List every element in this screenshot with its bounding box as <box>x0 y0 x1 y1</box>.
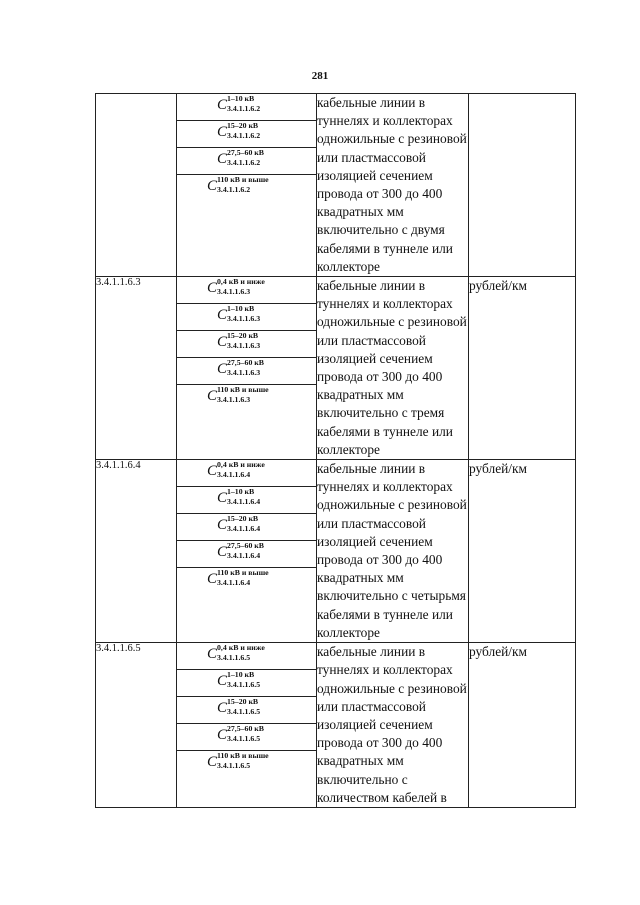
formula-subscript: 3.4.1.1.6.3 <box>217 395 251 405</box>
formula-superscript: 1–10 кВ <box>227 94 255 103</box>
formula-symbol: C <box>207 463 218 480</box>
formula-subscript: 3.4.1.1.6.4 <box>227 551 261 561</box>
formula-superscript: 27,5–60 кВ <box>227 358 264 368</box>
formula-superscript: 1–10 кВ <box>227 304 255 314</box>
formula-subscript: 3.4.1.1.6.5 <box>227 734 261 744</box>
formula-item <box>177 304 316 331</box>
formula-subscript: 3.4.1.1.6.3 <box>217 287 251 297</box>
row-unit <box>469 94 576 277</box>
formula-symbol: C <box>217 727 228 744</box>
formula-symbol: C <box>217 307 228 324</box>
formula-superscript: 110 кВ и выше <box>217 568 269 578</box>
formula-cell <box>177 277 317 460</box>
formula-subscript: 3.4.1.1.6.4 <box>227 497 261 507</box>
formula-symbol: C <box>217 700 228 717</box>
formula-superscript: 110 кВ и выше <box>217 751 269 761</box>
formula-symbol: C <box>207 646 218 663</box>
formula-superscript: 27,5–60 кВ <box>227 148 264 157</box>
formula-subscript: 3.4.1.1.6.5 <box>217 761 251 771</box>
formula-symbol: C <box>207 280 218 297</box>
formula-symbol: C <box>207 754 218 771</box>
formula-item <box>177 697 316 724</box>
formula-superscript: 1–10 кВ <box>227 670 255 680</box>
row-code <box>96 94 177 277</box>
formula-cell <box>177 94 317 277</box>
formula-symbol: C <box>207 388 218 405</box>
table-row <box>96 643 576 808</box>
formula-item <box>177 121 316 148</box>
formula-item <box>177 670 316 697</box>
table-row <box>96 277 576 460</box>
formula-cell <box>177 643 317 808</box>
formula-item <box>177 175 316 195</box>
formula-cell <box>177 460 317 643</box>
formula-item <box>177 331 316 358</box>
formula-subscript: 3.4.1.1.6.4 <box>217 578 251 588</box>
row-description: кабельные линии в туннелях и коллекторах одножильные с резиновой или пластмассовой изоляцией сечением провода от 300 до 400 квадратных мм включительно с количеством кабелей в <box>317 643 469 808</box>
formula-item <box>177 385 316 405</box>
formula-item <box>177 541 316 568</box>
formula-superscript: 0,4 кВ и ниже <box>217 460 265 470</box>
table-row <box>96 460 576 643</box>
formula-symbol: C <box>207 571 218 588</box>
formula-superscript: 110 кВ и выше <box>217 175 269 184</box>
formula-symbol: C <box>217 361 228 378</box>
row-unit: рублей/км <box>469 277 576 460</box>
formula-symbol: C <box>217 517 228 534</box>
formula-item <box>177 514 316 541</box>
formula-superscript: 15–20 кВ <box>227 121 259 130</box>
formula-item <box>177 148 316 175</box>
row-unit: рублей/км <box>469 643 576 808</box>
formula-superscript: 27,5–60 кВ <box>227 541 264 551</box>
formula-subscript: 3.4.1.1.6.5 <box>227 707 261 717</box>
formula-item <box>177 94 316 121</box>
formula-subscript: 3.4.1.1.6.3 <box>227 368 261 378</box>
formula-symbol: C <box>217 673 228 690</box>
formula-superscript: 110 кВ и выше <box>217 385 269 395</box>
formula-superscript: 0,4 кВ и ниже <box>217 643 265 653</box>
formula-item <box>177 724 316 751</box>
formula-subscript: 3.4.1.1.6.4 <box>217 470 251 480</box>
table-row <box>96 94 576 277</box>
row-description: кабельные линии в туннелях и коллекторах одножильные с резиновой или пластмассовой изоляцией сечением провода от 300 до 400 квадратных мм включительно с тремя кабелями в туннеле или коллекторе <box>317 277 469 460</box>
formula-subscript: 3.4.1.1.6.2 <box>227 131 261 140</box>
page-number: 281 <box>311 70 329 82</box>
row-code: 3.4.1.1.6.3 <box>96 277 177 460</box>
formula-item <box>177 460 316 487</box>
row-code: 3.4.1.1.6.5 <box>96 643 177 808</box>
formula-subscript: 3.4.1.1.6.2 <box>217 185 251 194</box>
formula-item <box>177 487 316 514</box>
formula-subscript: 3.4.1.1.6.5 <box>217 653 251 663</box>
tariff-table <box>95 93 576 808</box>
formula-subscript: 3.4.1.1.6.4 <box>227 524 261 534</box>
formula-symbol: C <box>217 151 228 167</box>
formula-item <box>177 643 316 670</box>
formula-superscript: 0,4 кВ и ниже <box>217 277 265 287</box>
formula-subscript: 3.4.1.1.6.2 <box>227 104 261 113</box>
formula-symbol: C <box>217 334 228 351</box>
formula-symbol: C <box>217 124 228 140</box>
formula-subscript: 3.4.1.1.6.2 <box>227 158 261 167</box>
row-unit: рублей/км <box>469 460 576 643</box>
row-code: 3.4.1.1.6.4 <box>96 460 177 643</box>
formula-symbol: C <box>217 490 228 507</box>
formula-superscript: 1–10 кВ <box>227 487 255 497</box>
formula-symbol: C <box>207 178 218 194</box>
formula-subscript: 3.4.1.1.6.3 <box>227 341 261 351</box>
formula-symbol: C <box>217 97 228 113</box>
row-description: кабельные линии в туннелях и коллекторах одножильные с резиновой или пластмассовой изоляцией сечением провода от 300 до 400 квадратных мм включительно с четырьмя кабелями в туннеле или коллекторе <box>317 460 469 643</box>
formula-superscript: 27,5–60 кВ <box>227 724 264 734</box>
formula-superscript: 15–20 кВ <box>227 331 259 341</box>
formula-symbol: C <box>217 544 228 561</box>
formula-superscript: 15–20 кВ <box>227 514 259 524</box>
formula-subscript: 3.4.1.1.6.5 <box>227 680 261 690</box>
formula-item <box>177 751 316 771</box>
formula-superscript: 15–20 кВ <box>227 697 259 707</box>
formula-subscript: 3.4.1.1.6.3 <box>227 314 261 324</box>
formula-item <box>177 358 316 385</box>
formula-item <box>177 568 316 588</box>
formula-item <box>177 277 316 304</box>
row-description: кабельные линии в туннелях и коллекторах одножильные с резиновой или пластмассовой изоляцией сечением провода от 300 до 400 квадратных мм включительно с двумя кабелями в туннеле или коллекторе <box>317 94 469 277</box>
